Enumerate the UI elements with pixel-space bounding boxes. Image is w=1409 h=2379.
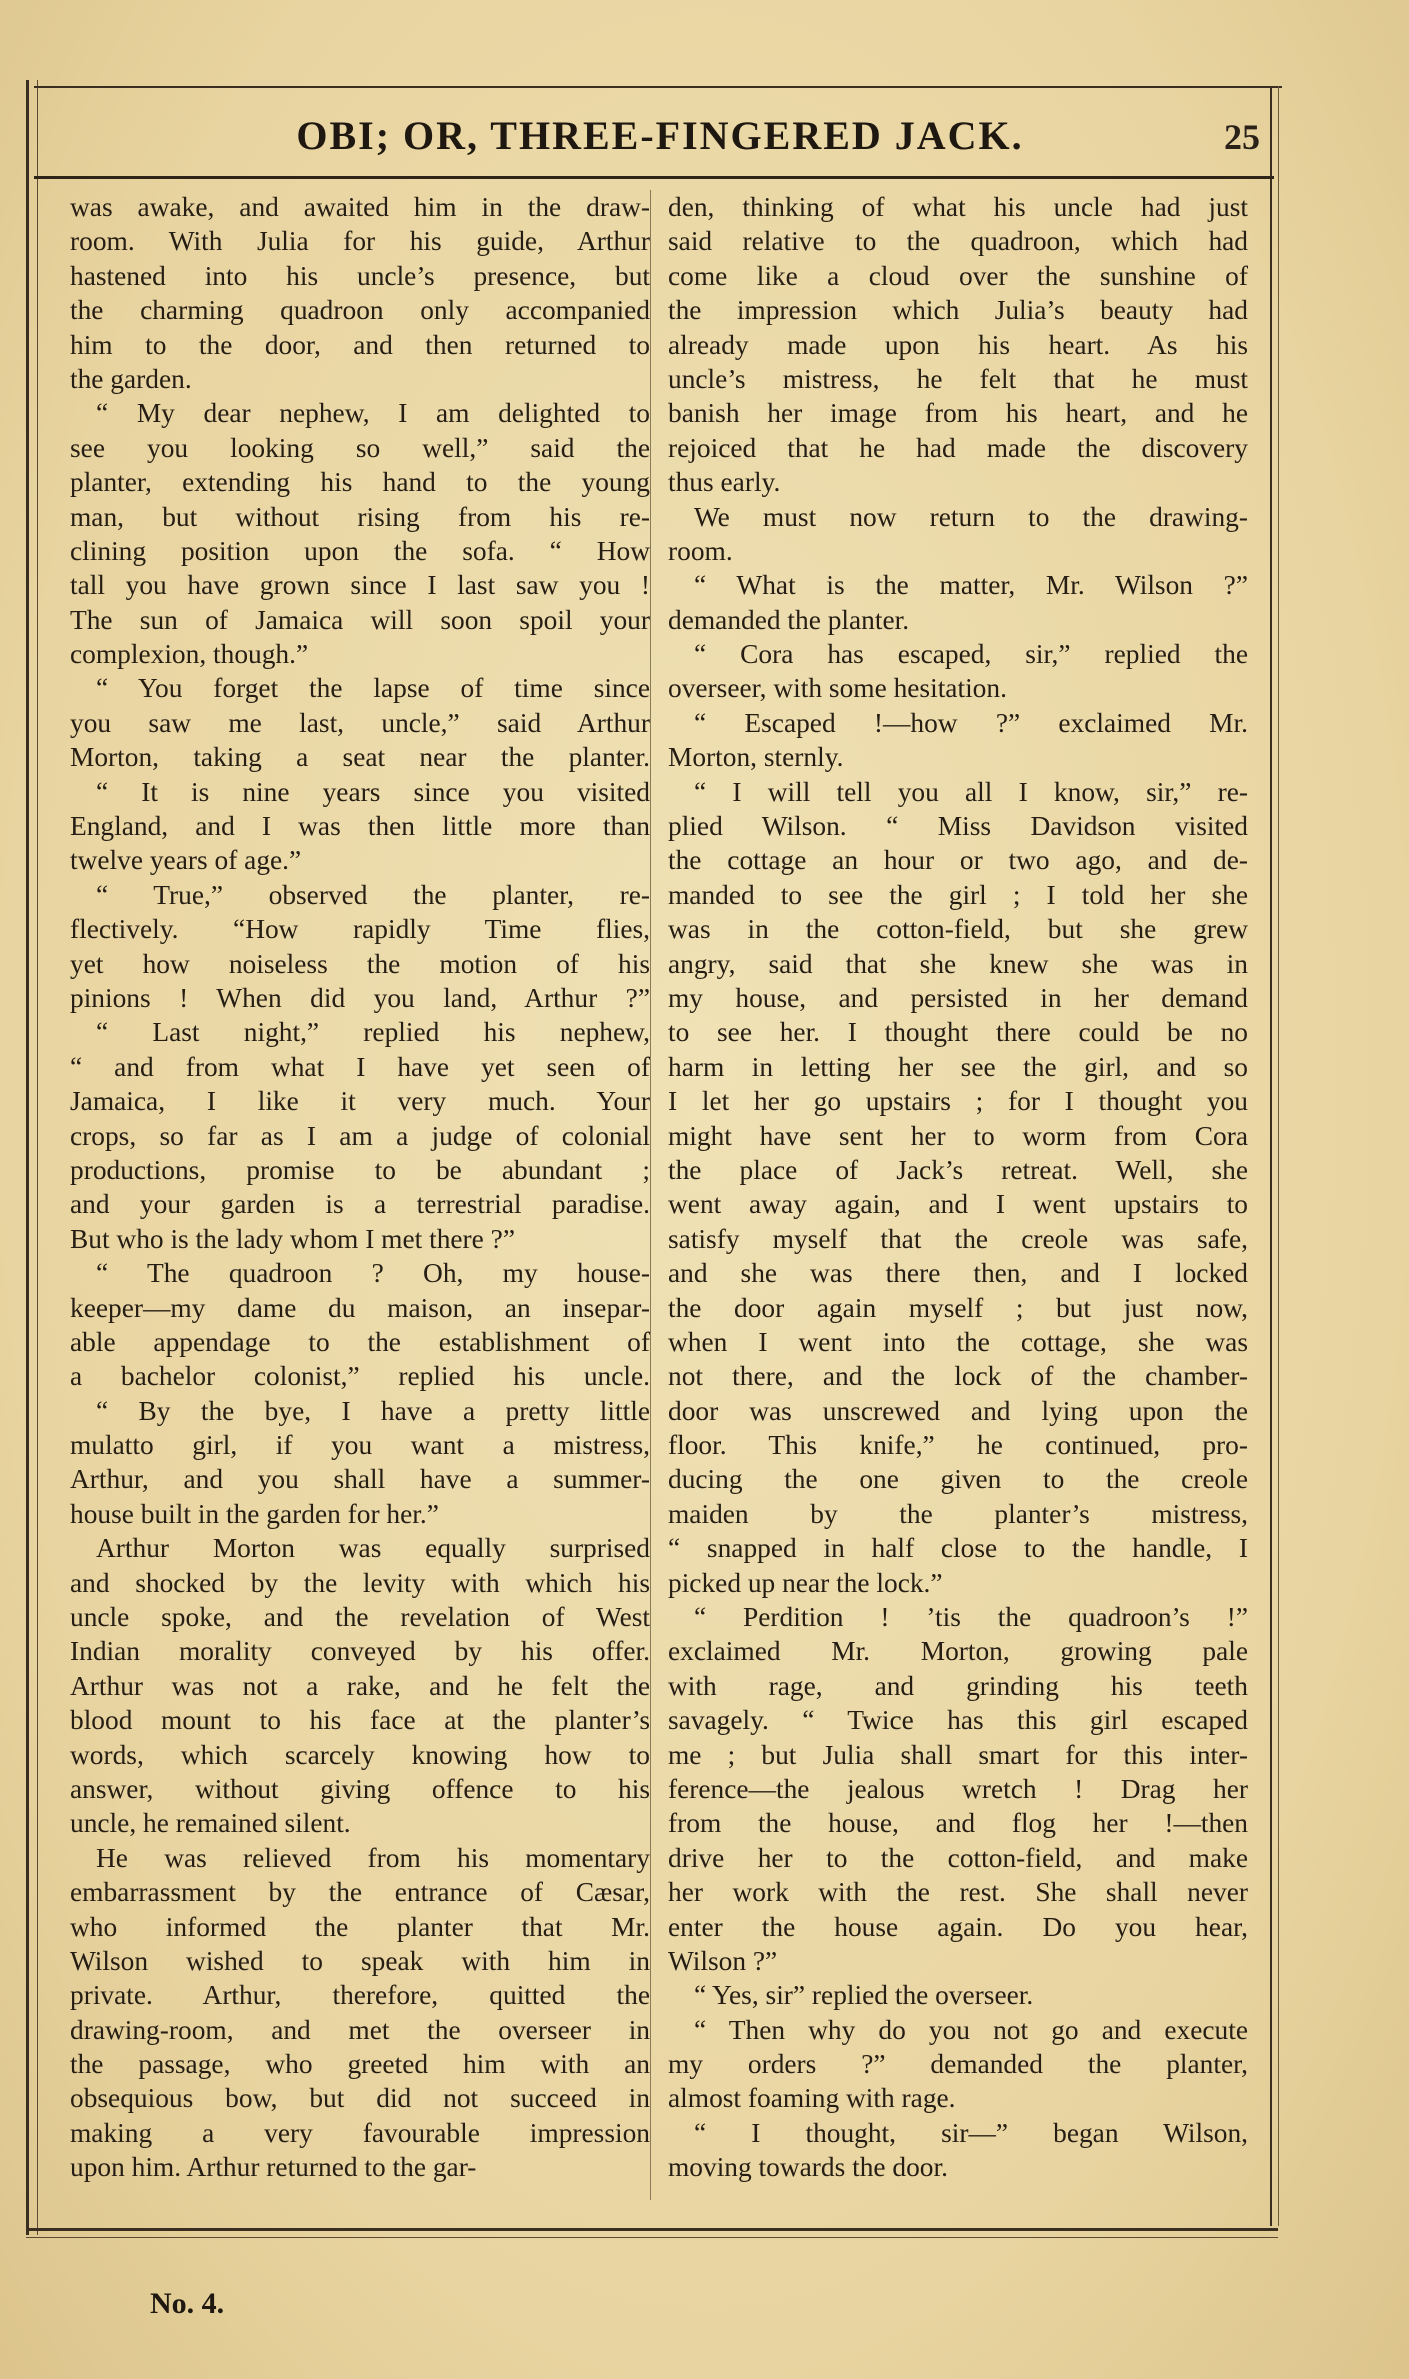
right-column-line: me ; but Julia shall smart for this inter- — [668, 1739, 1248, 1770]
left-column-line: Arthur was not a rake, and he felt the — [70, 1670, 650, 1701]
right-column-line: “ Yes, sir” replied the overseer. — [694, 1980, 1034, 2011]
left-column-line: But who is the lady whom I met there ?” — [70, 1223, 515, 1254]
left-column-line: blood mount to his face at the planter’s — [70, 1705, 650, 1736]
left-column-line: flectively. “How rapidly Time flies, — [70, 914, 650, 945]
left-column-line: Arthur Morton was equally surprised — [96, 1533, 650, 1564]
right-column-line: “ What is the matter, Mr. Wilson ?” — [694, 570, 1248, 601]
right-column-line: was in the cotton-field, but she grew — [668, 914, 1248, 945]
left-column-line: embarrassment by the entrance of Cæsar, — [70, 1877, 650, 1908]
right-column-line: and she was there then, and I locked — [668, 1258, 1248, 1289]
left-column-line: uncle, he remained silent. — [70, 1808, 351, 1839]
left-column-line: hastened into his uncle’s presence, but — [70, 260, 650, 291]
right-column-line: thus early. — [668, 467, 781, 498]
right-column-line: come like a cloud over the sunshine of — [668, 260, 1248, 291]
right-column-line: Morton, sternly. — [668, 742, 844, 773]
left-column-line: “ and from what I have yet seen of — [70, 1051, 650, 1082]
left-column-line: yet how noiseless the motion of his — [70, 948, 650, 979]
left-column-line: “ Last night,” replied his nephew, — [96, 1017, 650, 1048]
issue-number: No. 4. — [150, 2287, 225, 2320]
right-column-line: the door again myself ; but just now, — [668, 1292, 1248, 1323]
right-column-line: “ Escaped !—how ?” exclaimed Mr. — [694, 707, 1248, 738]
left-column-line: the charming quadroon only accompanied — [70, 295, 650, 326]
left-column-line: Morton, taking a seat near the planter. — [70, 742, 650, 773]
right-column-line: Wilson ?” — [668, 1945, 778, 1976]
column-divider — [650, 190, 651, 2200]
right-column-line: We must now return to the drawing- — [694, 501, 1248, 532]
left-column-line: keeper—my dame du maison, an insepar- — [70, 1292, 650, 1323]
left-column-line: “ True,” observed the planter, re- — [96, 879, 650, 910]
right-column-line: manded to see the girl ; I told her she — [668, 879, 1248, 910]
left-column-line: words, which scarcely knowing how to — [70, 1739, 650, 1770]
top-border — [34, 86, 1282, 88]
left-column-line: “ It is nine years since you visited — [96, 776, 650, 807]
right-column-line: “ I thought, sir—” began Wilson, — [694, 2117, 1248, 2148]
right-column-line: from the house, and flog her !—then — [668, 1808, 1248, 1839]
right-column-line: the cottage an hour or two ago, and de- — [668, 845, 1248, 876]
right-column-line: room. — [668, 535, 733, 566]
left-column-line: you saw me last, uncle,” said Arthur — [70, 707, 650, 738]
left-column-line: Indian morality conveyed by his offer. — [70, 1636, 650, 1667]
left-column-line: house built in the garden for her.” — [70, 1498, 439, 1529]
left-border — [26, 80, 38, 2235]
right-column-line: “ Cora has escaped, sir,” replied the — [694, 639, 1248, 670]
right-column-line: when I went into the cottage, she was — [668, 1326, 1248, 1357]
page-header — [60, 110, 1260, 170]
right-column-line: “ I will tell you all I know, sir,” re- — [694, 776, 1248, 807]
left-column-line: man, but without rising from his re- — [70, 501, 650, 532]
left-column-line: private. Arthur, therefore, quitted the — [70, 1980, 650, 2011]
left-column-line: planter, extending his hand to the young — [70, 467, 650, 498]
left-column-line: was awake, and awaited him in the draw- — [70, 192, 650, 222]
bottom-border — [26, 2228, 1278, 2238]
right-column-line: plied Wilson. “ Miss Davidson visited — [668, 811, 1248, 842]
right-column-line: overseer, with some hesitation. — [668, 673, 1007, 704]
header-rule — [34, 176, 1274, 179]
left-column-line: upon him. Arthur returned to the gar- — [70, 2152, 477, 2183]
right-border — [1270, 86, 1279, 2226]
right-column-line: angry, said that she knew she was in — [668, 948, 1248, 979]
right-column-line: already made upon his heart. As his — [668, 329, 1248, 360]
left-column-line: clining position upon the sofa. “ How — [70, 535, 650, 566]
right-column-line: uncle’s mistress, he felt that he must — [668, 363, 1248, 394]
right-column-line: ducing the one given to the creole — [668, 1464, 1248, 1495]
right-column-line: enter the house again. Do you hear, — [668, 1911, 1248, 1942]
left-column-line: answer, without giving offence to his — [70, 1773, 650, 1804]
left-column-line: The sun of Jamaica will soon spoil your — [70, 604, 650, 635]
left-column-line: the passage, who greeted him with an — [70, 2049, 650, 2080]
page-number: 25 — [1224, 117, 1260, 157]
right-column-line: the place of Jack’s retreat. Well, she — [668, 1154, 1248, 1185]
right-column-line: her work with the rest. She shall never — [668, 1877, 1248, 1908]
left-column-line: obsequious bow, but did not succeed in — [70, 2083, 650, 2114]
left-column-line: England, and I was then little more than — [70, 811, 650, 842]
right-column-line: picked up near the lock.” — [668, 1567, 943, 1598]
right-column-line: said relative to the quadroon, which had — [668, 226, 1248, 257]
right-column-line: drive her to the cotton-field, and make — [668, 1842, 1248, 1873]
right-column-line: banish her image from his heart, and he — [668, 398, 1248, 429]
right-column-line: exclaimed Mr. Morton, growing pale — [668, 1636, 1248, 1667]
right-column-line: with rage, and grinding his teeth — [668, 1670, 1248, 1701]
left-column-line: and shocked by the levity with which his — [70, 1567, 650, 1598]
right-column-line: might have sent her to worm from Cora — [668, 1120, 1248, 1151]
right-column-line: demanded the planter. — [668, 604, 910, 635]
right-column-line: savagely. “ Twice has this girl escaped — [668, 1705, 1248, 1736]
right-column-line: went away again, and I went upstairs to — [668, 1189, 1248, 1220]
left-column-line: complexion, though.” — [70, 639, 309, 670]
right-column-line: to see her. I thought there could be no — [668, 1017, 1248, 1048]
right-column-line: “ snapped in half close to the handle, I — [668, 1533, 1248, 1564]
left-column-line: see you looking so well,” said the — [70, 432, 650, 463]
right-column-line: satisfy myself that the creole was safe, — [668, 1223, 1248, 1254]
left-column-line: a bachelor colonist,” replied his uncle. — [70, 1361, 650, 1392]
left-column — [70, 190, 650, 2210]
left-column-line: “ My dear nephew, I am delighted to — [96, 398, 650, 429]
right-column-line: den, thinking of what his uncle had just — [668, 192, 1248, 222]
left-column-line: twelve years of age.” — [70, 845, 302, 876]
right-column-line: the impression which Julia’s beauty had — [668, 295, 1248, 326]
left-column-line: productions, promise to be abundant ; — [70, 1154, 650, 1185]
left-column-line: room. With Julia for his guide, Arthur — [70, 226, 650, 257]
left-column-line: who informed the planter that Mr. — [70, 1911, 650, 1942]
left-column-line: crops, so far as I am a judge of colonial — [70, 1120, 650, 1151]
right-column-line: “ Then why do you not go and execute — [694, 2014, 1248, 2045]
right-column-line: maiden by the planter’s mistress, — [668, 1498, 1248, 1529]
left-column-line: pinions ! When did you land, Arthur ?” — [70, 982, 650, 1013]
right-column-line: “ Perdition ! ’tis the quadroon’s !” — [694, 1602, 1248, 1633]
right-column-line: floor. This knife,” he continued, pro- — [668, 1430, 1248, 1461]
right-column — [668, 190, 1248, 2210]
left-column-line: him to the door, and then returned to — [70, 329, 650, 360]
right-column-line: almost foaming with rage. — [668, 2083, 956, 2114]
left-column-line: tall you have grown since I last saw you ! — [70, 570, 650, 601]
left-column-line: Jamaica, I like it very much. Your — [70, 1086, 650, 1117]
left-column-line: and your garden is a terrestrial paradise. — [70, 1189, 650, 1220]
right-column-line: moving towards the door. — [668, 2152, 948, 2183]
right-column-line: I let her go upstairs ; for I thought you — [668, 1086, 1248, 1117]
left-column-line: making a very favourable impression — [70, 2117, 650, 2148]
left-column-line: “ The quadroon ? Oh, my house- — [96, 1258, 650, 1289]
right-column-line: my house, and persisted in her demand — [668, 982, 1248, 1013]
left-column-line: able appendage to the establishment of — [70, 1326, 650, 1357]
left-column-line: He was relieved from his momentary — [96, 1842, 650, 1873]
right-column-line: ference—the jealous wretch ! Drag her — [668, 1773, 1248, 1804]
right-column-line: not there, and the lock of the chamber- — [668, 1361, 1248, 1392]
running-title: OBI; OR, THREE-FINGERED JACK. — [296, 113, 1024, 158]
left-column-line: “ You forget the lapse of time since — [96, 673, 650, 704]
left-column-line: uncle spoke, and the revelation of West — [70, 1602, 650, 1633]
right-column-line: door was unscrewed and lying upon the — [668, 1395, 1248, 1426]
left-column-line: Arthur, and you shall have a summer- — [70, 1464, 650, 1495]
right-column-line: harm in letting her see the girl, and so — [668, 1051, 1248, 1082]
left-column-line: drawing-room, and met the overseer in — [70, 2014, 650, 2045]
right-column-line: my orders ?” demanded the planter, — [668, 2049, 1248, 2080]
left-column-line: “ By the bye, I have a pretty little — [96, 1395, 650, 1426]
left-column-line: mulatto girl, if you want a mistress, — [70, 1430, 650, 1461]
left-column-line: Wilson wished to speak with him in — [70, 1945, 650, 1976]
right-column-line: rejoiced that he had made the discovery — [668, 432, 1248, 463]
left-column-line: the garden. — [70, 363, 192, 394]
